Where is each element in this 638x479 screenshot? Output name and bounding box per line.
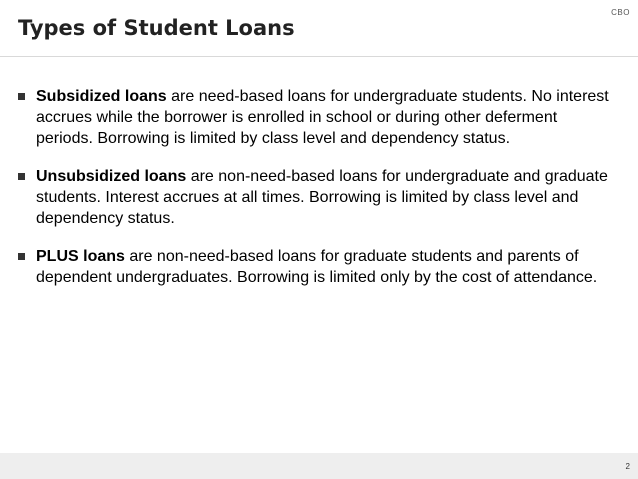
- title-divider: [0, 56, 638, 57]
- bullet-term: Subsidized loans: [36, 88, 167, 105]
- bullet-text: are need-based loans for undergraduate students. No interest accrues while the borrower is enrolled in school or during other deferment periods. Borrowing is limited by class level and dependency status.: [36, 88, 609, 147]
- square-bullet-icon: [18, 93, 25, 100]
- bullet-list: [18, 86, 618, 305]
- footer-bar: [0, 453, 638, 479]
- bullet-term: Unsubsidized loans: [36, 168, 187, 185]
- bullet-text: are non-need-based loans for graduate students and parents of dependent undergraduates. Borrowing is limited only by the cost of attendance.: [36, 248, 598, 286]
- page-title: Types of Student Loans: [18, 16, 295, 40]
- brand-label: CBO: [611, 8, 630, 17]
- bullet-item-unsubsidized: [18, 166, 618, 229]
- bullet-term: PLUS loans: [36, 248, 125, 265]
- square-bullet-icon: [18, 173, 25, 180]
- square-bullet-icon: [18, 253, 25, 260]
- bullet-text: are non-need-based loans for undergraduate and graduate students. Interest accrues at all times. Borrowing is limited by class level and dependency status.: [36, 168, 608, 227]
- bullet-item-subsidized: [18, 86, 618, 149]
- bullet-item-plus: [18, 246, 618, 288]
- page-number: 2: [625, 462, 630, 471]
